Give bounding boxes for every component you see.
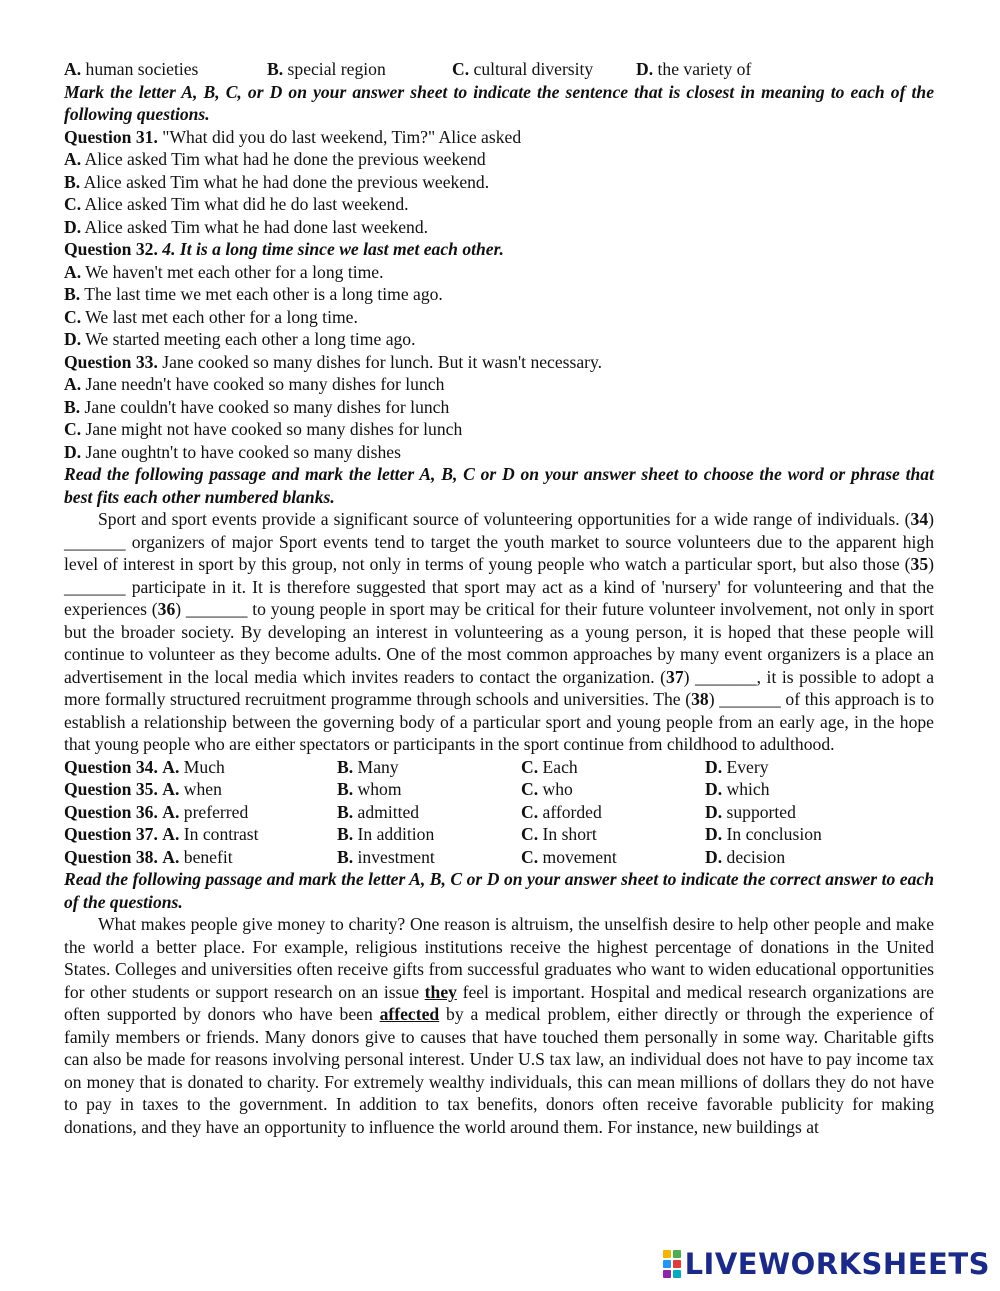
question-37: Question 37. A. In contrast B. In addition C. In short D. In conclusion (64, 824, 822, 844)
q32-option-a: A. We haven't met each other for a long time. (64, 261, 384, 282)
question-36: Question 36. A. preferred B. admitted C. afforded D. supported (64, 801, 796, 822)
q31-option-a: A. Alice asked Tim what had he done the previous weekend (64, 149, 486, 169)
q33-option-d: D. Jane oughtn't to have cooked so many dishes (64, 441, 401, 462)
q33-option-b: B. Jane couldn't have cooked so many dishes for lunch (64, 396, 450, 417)
question-32: Question 32. 4. It is a long time since we last met each other. (64, 239, 504, 259)
question-38: Question 38. A. benefit B. investment C. movement D. decision (64, 846, 786, 867)
instruction-sentence-transformation: Mark the letter A, B, C, or D on your answer sheet to indicate the sentence that is closest in meaning to each of the following questions. (64, 81, 934, 124)
option-d: D. the variety of (636, 59, 752, 79)
q33-option-c: C. Jane might not have cooked so many dishes for lunch (64, 419, 463, 439)
previous-question-options (64, 58, 934, 81)
q31-option-c: C. Alice asked Tim what did he do last weekend. (64, 194, 409, 214)
question-35: Question 35. A. when B. whom C. who D. which (64, 779, 770, 799)
worksheet-page (64, 58, 934, 1138)
liveworksheets-logo (663, 1249, 990, 1279)
underlined-word-they: they (424, 981, 457, 1002)
instruction-reading: Read the following passage and mark the letter A, B, C or D on your answer sheet to indicate the correct answer to each of the questions. (64, 869, 934, 912)
q32-option-b: B. The last time we met each other is a long time ago. (64, 284, 443, 304)
question-31: Question 31. "What did you do last weekend, Tim?" Alice asked (64, 126, 522, 147)
q33-option-a: A. Jane needn't have cooked so many dishes for lunch (64, 374, 445, 394)
q32-option-d: D. We started meeting each other a long time ago. (64, 329, 416, 349)
question-34: Question 34. A. Much B. Many C. Each D. Every (64, 756, 769, 777)
q32-option-c: C. We last met each other for a long time. (64, 306, 358, 327)
instruction-cloze: Read the following passage and mark the letter A, B, C or D on your answer sheet to choose the word or phrase that best fits each other numbered blanks. (64, 464, 934, 507)
q31-option-b: B. Alice asked Tim what he had done the previous weekend. (64, 171, 490, 192)
logo-text: LIVEWORKSHEETS (684, 1247, 990, 1281)
option-c: C. cultural diversity (452, 59, 594, 79)
reading-passage: What makes people give money to charity? One reason is altruism, the unselfish desire to help other people and make the world a better place. For example, religious institutions receive the highest percentage of donations in the United States. Colleges and universities often receive gifts from successful graduates who want to widen educational opportunities for other students or support research on an issue they feel is important. Hospital and medical research organizations are often supported by donors who have been affected by a medical problem, either directly or through the experience of family members or friends. Many donors give to causes that have touched them personally in some way. Charitable gifts can also be made for reasons involving personal interest. Under U.S tax law, an individual does not have to pay income tax on money that is donated to charity. For extremely wealthy individuals, this can mean millions of dollars they do not have to pay in taxes to the government. In addition to tax benefits, donors often receive favorable publicity for making donations, and they have an opportunity to influence the world around them. For instance, new buildings at (64, 914, 934, 1137)
cloze-passage: Sport and sport events provide a significant source of volunteering opportunities for a wide range of individuals. (34) _______ organizers of major Sport events tend to target the youth market to source volunteers due to the apparent high level of interest in sport by this group, not only in terms of young people who watch a particular sport, but also those (35) _______ participate in it. It is therefore suggested that sport may act as a kind of 'nursery' for volunteering and that the experiences (36) _______ to young people in sport may be critical for their future volunteer involvement, not only in sport but the broader society. By developing an interest in volunteering as a young person, it is hoped that these people will continue to volunteer as they become adults. One of the most common approaches by many event organizers is a place an advertisement in the local media which invites readers to contact the organization. (37) _______, it is possible to adopt a more formally structured recruitment programme through schools and universities. The (38) _______ of this approach is to establish a relationship between the governing body of a particular sport and young people from an early age, in the hope that young people who are either spectators or participants in the sport continue from childhood to adulthood. (64, 509, 935, 754)
logo-mark-icon (663, 1250, 681, 1278)
option-b: B. special region (267, 59, 386, 79)
option-a: A. human societies (64, 59, 199, 79)
question-33: Question 33. Jane cooked so many dishes for lunch. But it wasn't necessary. (64, 351, 603, 372)
underlined-word-affected: affected (379, 1004, 440, 1024)
q31-option-d: D. Alice asked Tim what he had done last weekend. (64, 216, 429, 237)
